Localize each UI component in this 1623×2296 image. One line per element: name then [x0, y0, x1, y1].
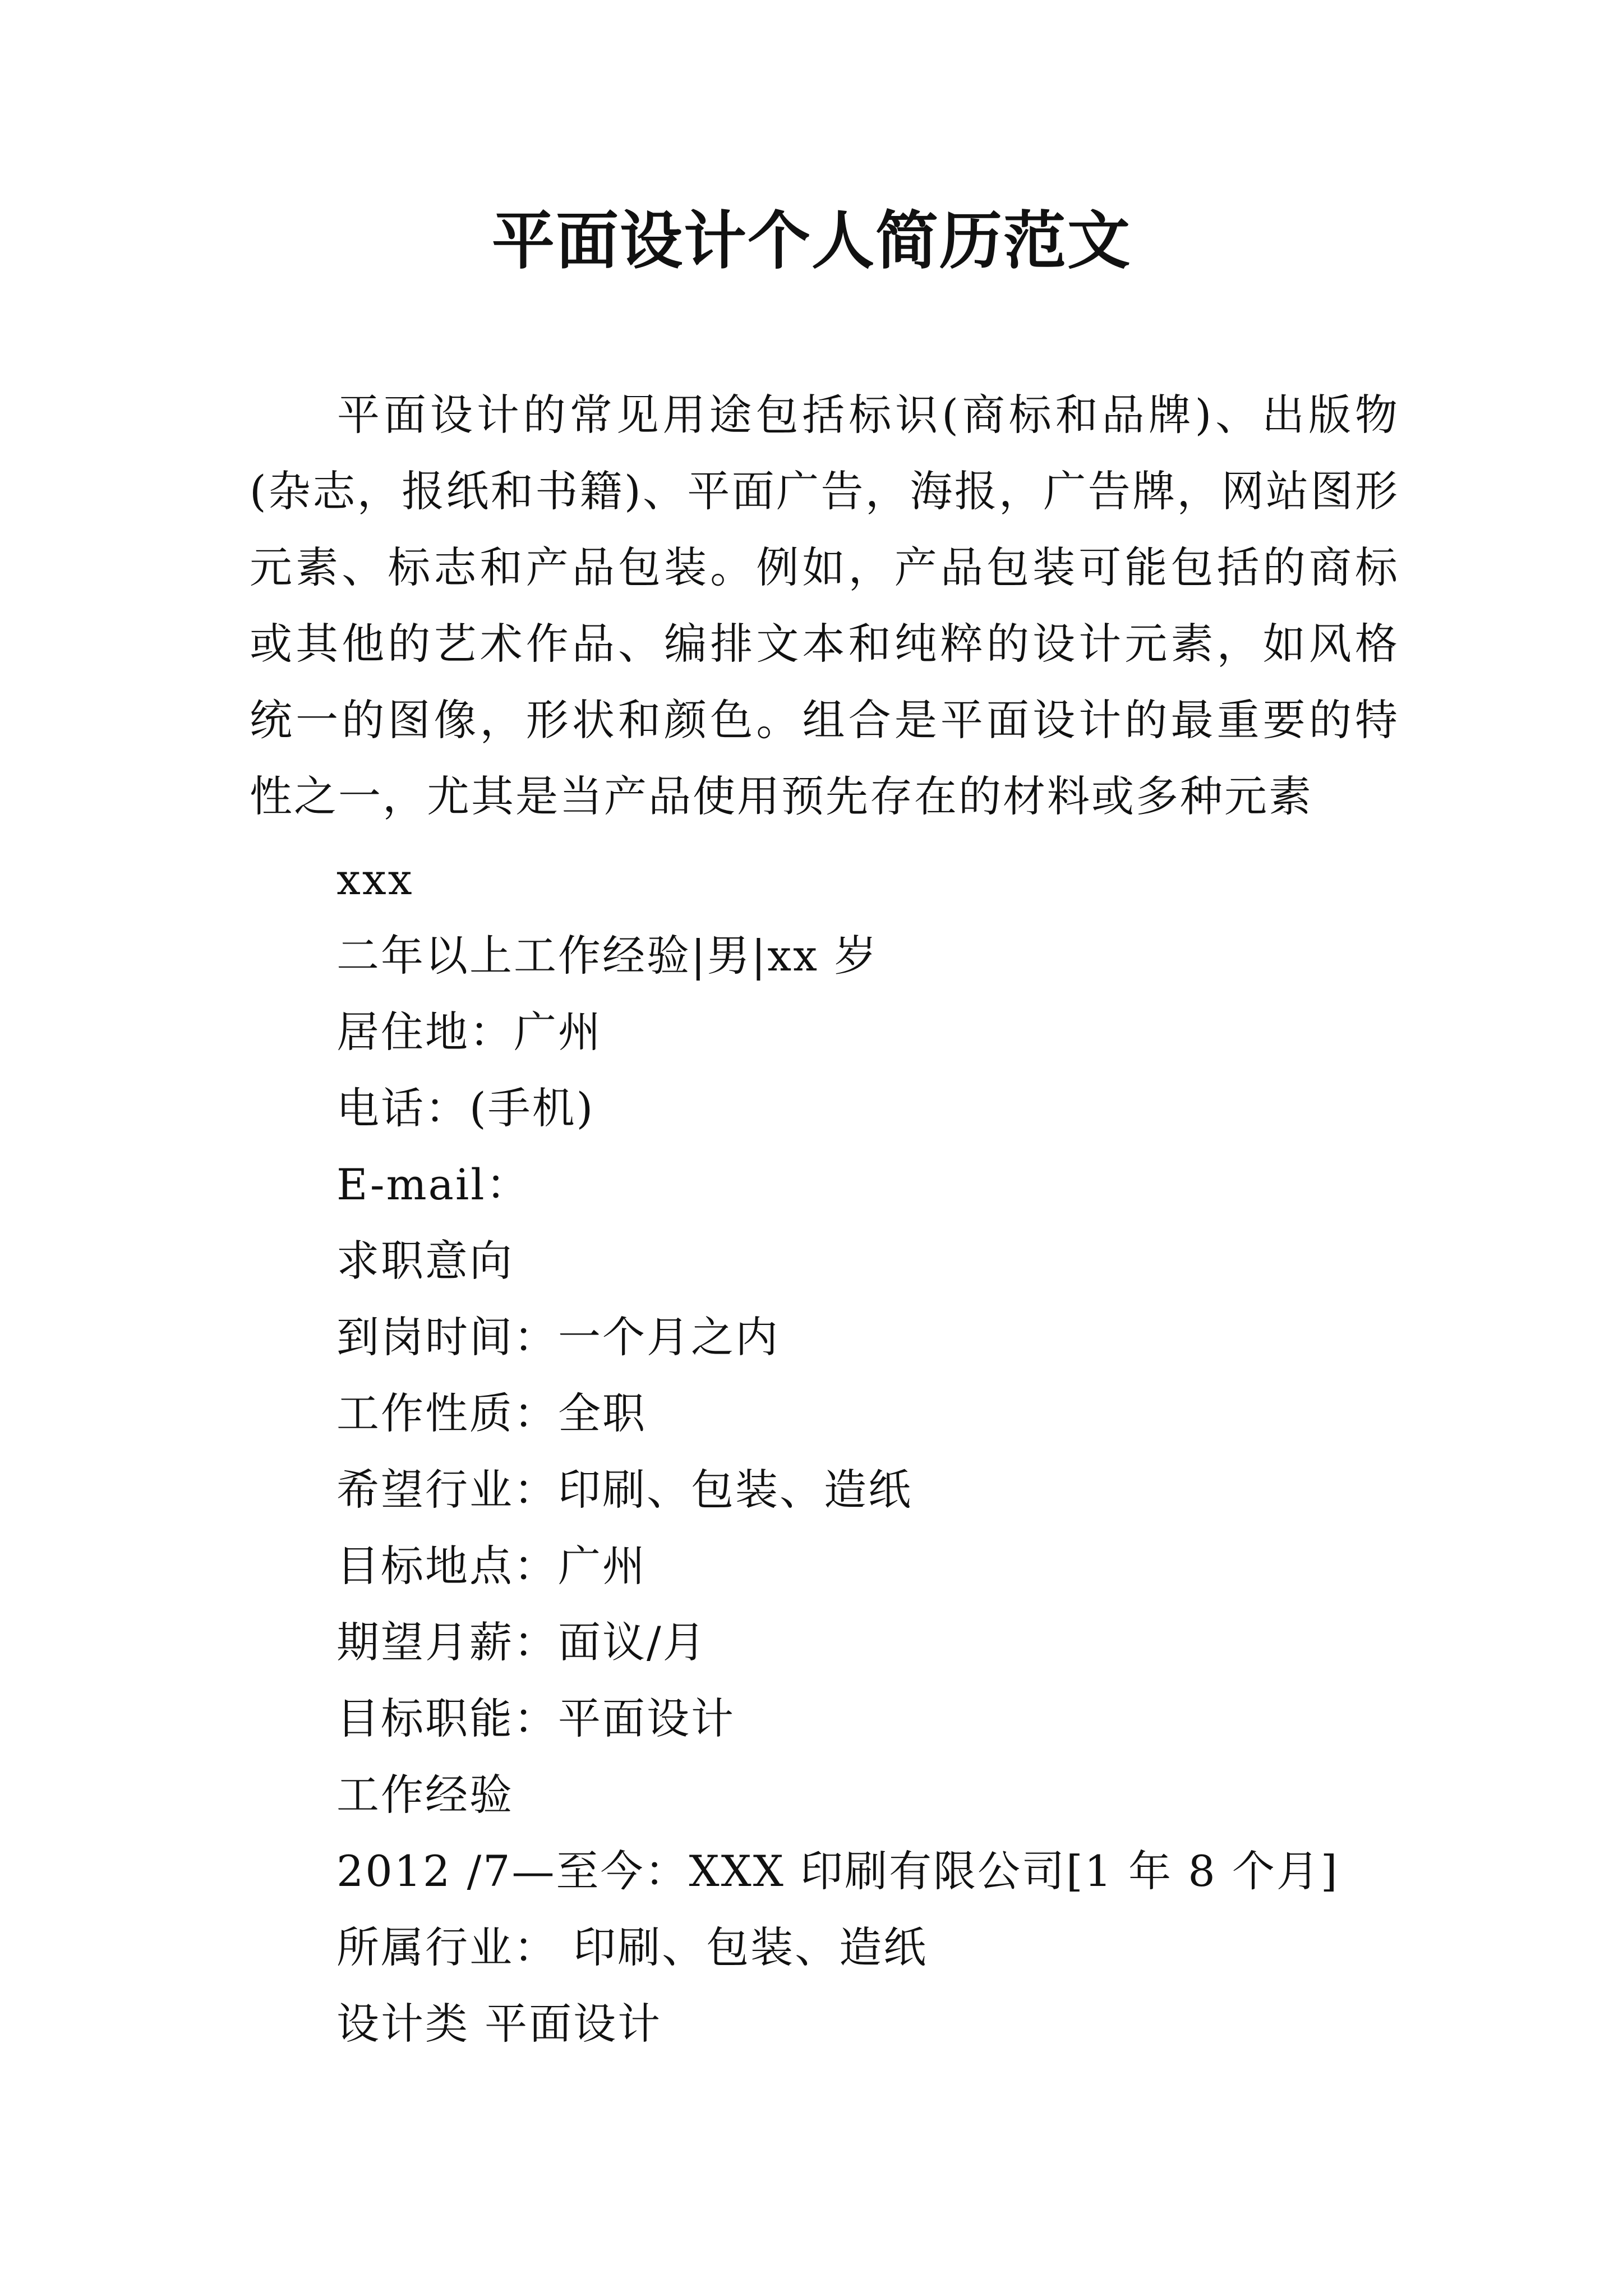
work-experience-heading: 工作经验 — [336, 1770, 514, 1820]
residence: 居住地：广州 — [336, 1007, 602, 1057]
expected-salary: 期望月薪：面议/月 — [336, 1617, 707, 1667]
intro-paragraph: 平面设计的常见用途包括标识(商标和品牌)、出版物(杂志，报纸和书籍)、平面广告，海报，广告牌，网站图形元素、标志和产品包装。例如，产品包装可能包括的商标或其他的艺术作品、编排文本和纯粹的设计元素，如风格统一的图像，形状和颜色。组合是平面设计的最重要的特性之一，尤其是当产品使用预先存在的材料或多种元素 — [250, 390, 1399, 821]
start-time: 到岗时间：一个月之内 — [336, 1312, 780, 1362]
email: E-mail： — [336, 1159, 531, 1209]
phone: 电话：(手机) — [336, 1083, 595, 1133]
resume-details — [336, 841, 1402, 2062]
page-title: 平面设计个人简历范文 — [492, 204, 1131, 278]
industry: 所属行业： 印刷、包装、造纸 — [336, 1922, 928, 1972]
work-experience-entry: 2012 /7—至今：XXX 印刷有限公司[1 年 8 个月] — [336, 1846, 1339, 1896]
design-category: 设计类 平面设计 — [336, 1999, 662, 2049]
job-intention-heading: 求职意向 — [336, 1236, 514, 1286]
experience-gender-age: 二年以上工作经验|男|xx 岁 — [336, 931, 879, 981]
target-function: 目标职能：平面设计 — [336, 1694, 735, 1743]
candidate-name: xxx — [336, 854, 414, 904]
desired-industry: 希望行业：印刷、包装、造纸 — [336, 1465, 912, 1515]
job-type: 工作性质：全职 — [336, 1388, 647, 1438]
target-location: 目标地点：广州 — [336, 1541, 647, 1591]
